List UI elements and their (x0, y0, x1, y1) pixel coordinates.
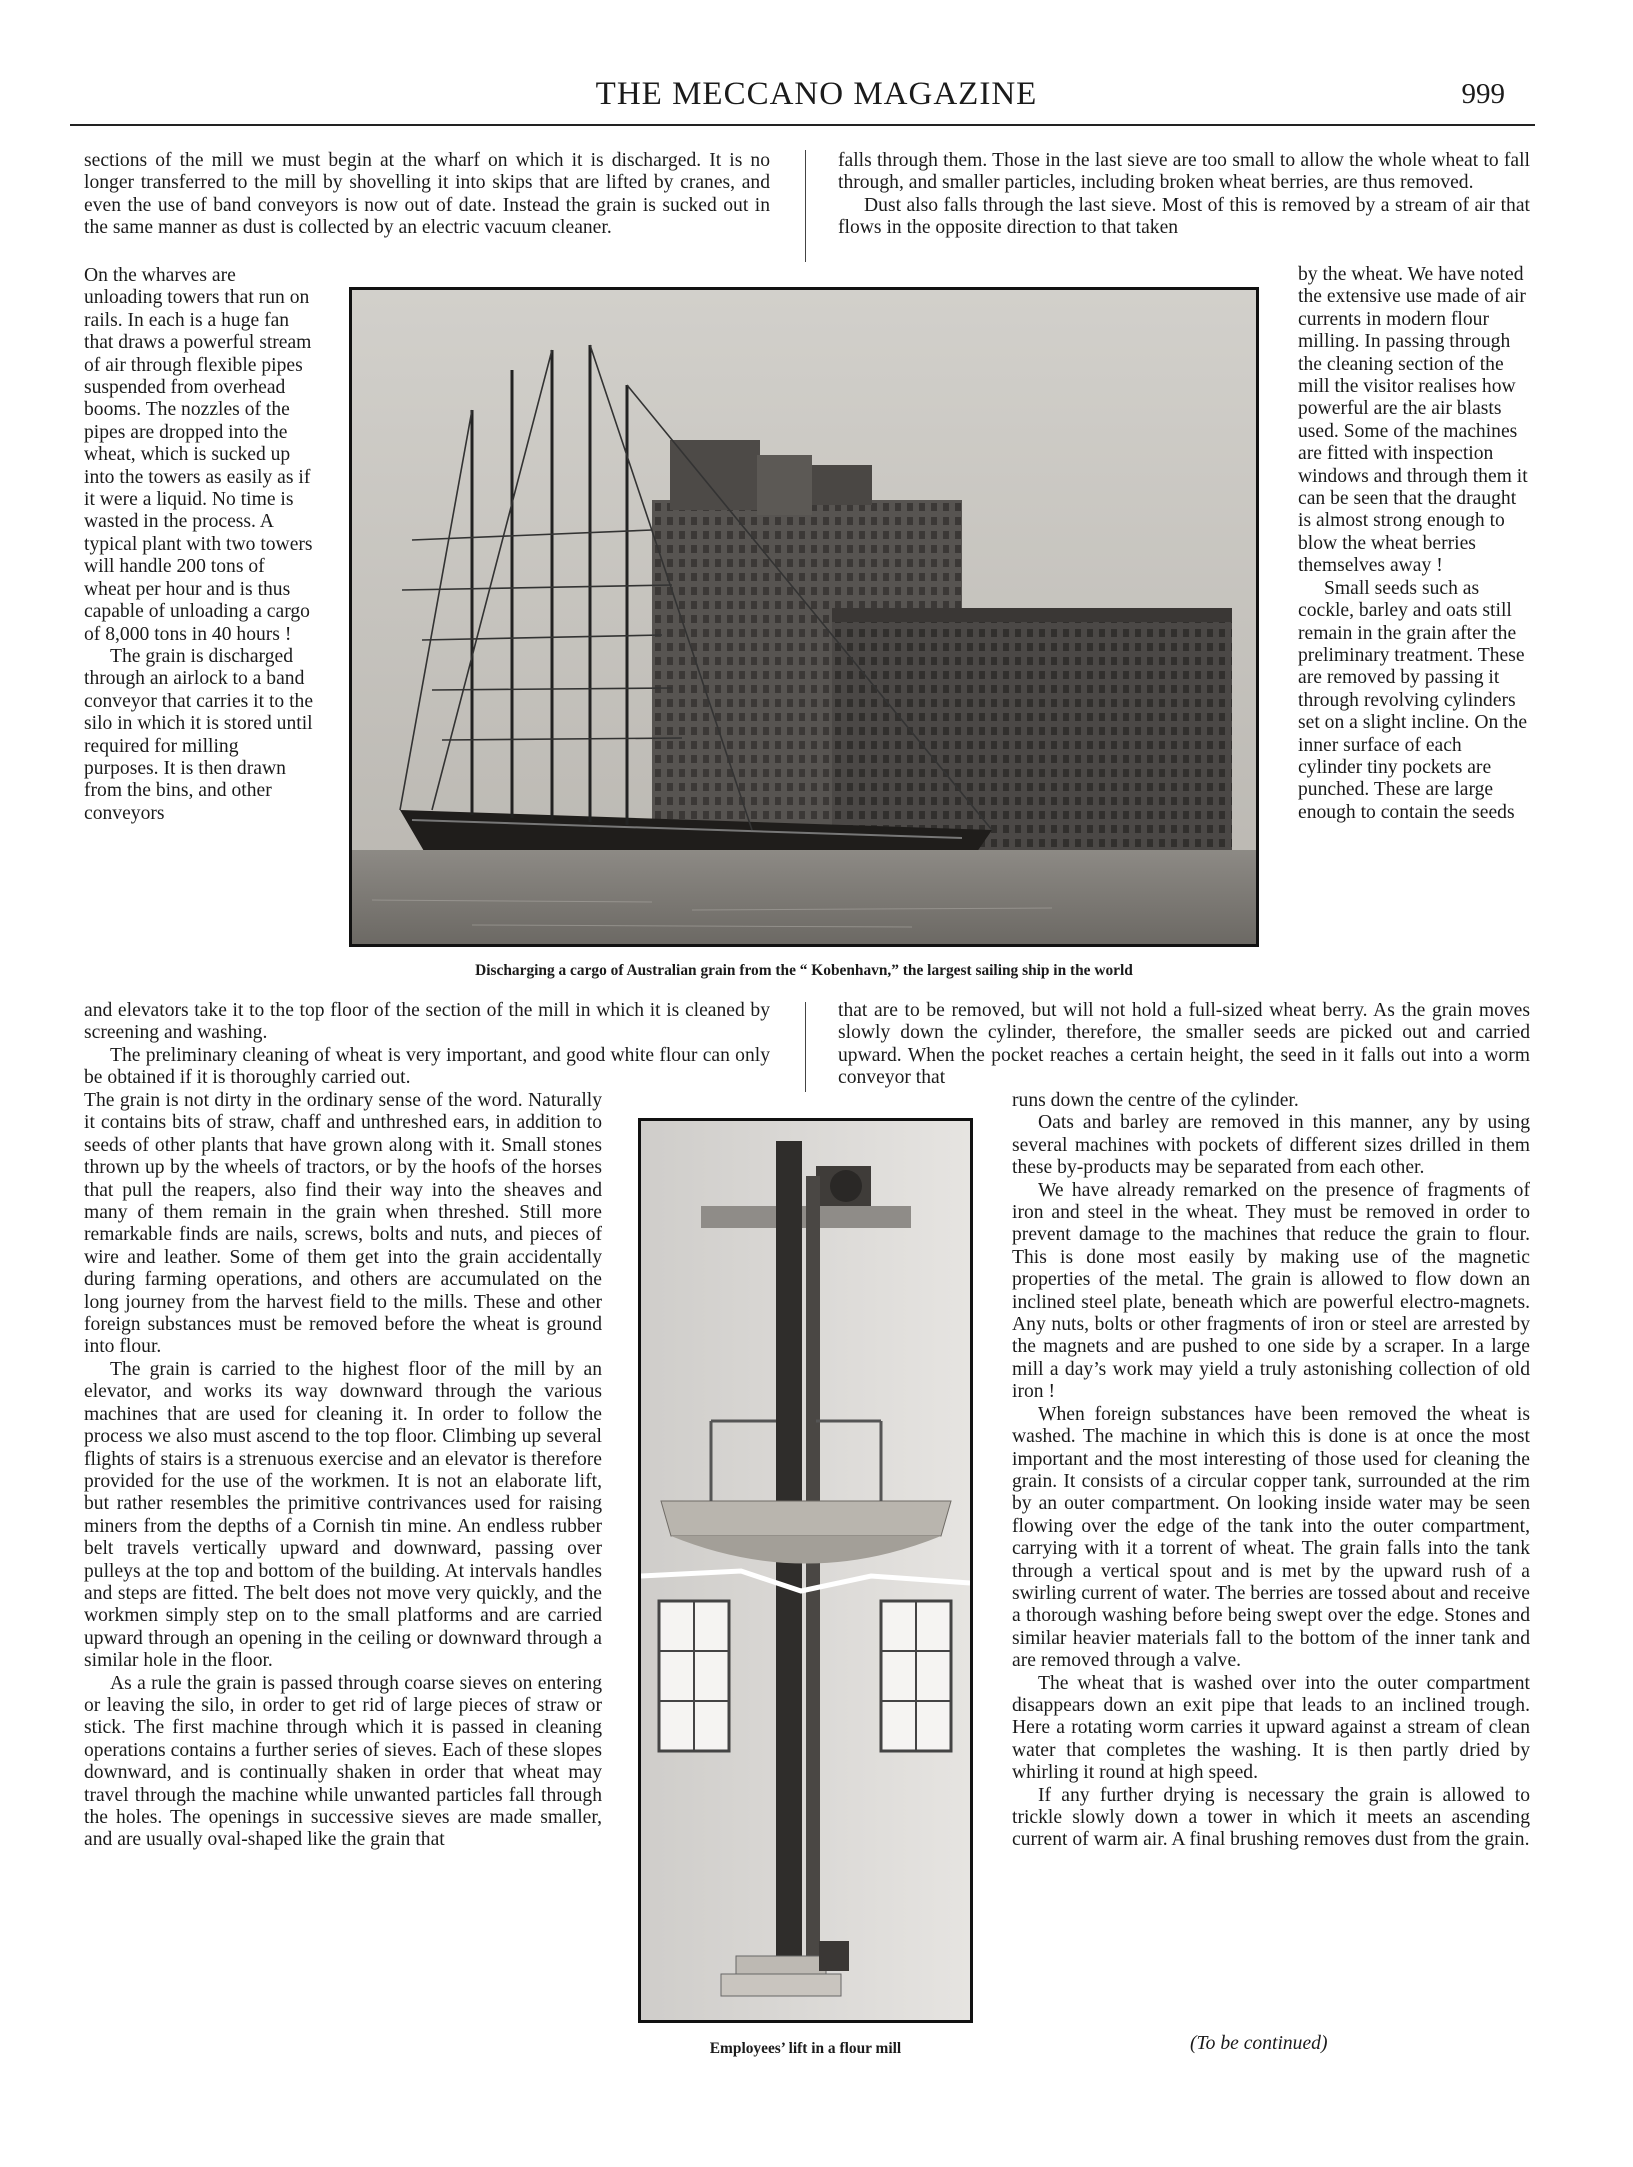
paragraph: runs down the centre of the cylinder. (1012, 1090, 1299, 1111)
to-be-continued: (To be continued) (1190, 2033, 1328, 2054)
paragraph: falls through them. Those in the last sieve are too small to allow the whole wheat to fall through, and smaller particles, including broken wheat berries, are thus removed. (838, 150, 1530, 194)
lift-illustration (638, 1118, 973, 2023)
paragraph: and elevators take it to the top floor of the section of the mill in which it is cleaned by screening and washing. (84, 1000, 770, 1044)
paragraph: We have already remarked on the presence of fragments of iron and steel in the wheat. They must be removed in order to prevent damage to the machines that reduce the grain to flour. This is done most easily by making use of the magnetic properties of the metal. The grain is allowed to flow down an inclined steel plate, beneath which are powerful electro-magnets. Any nuts, bolts or other fragments of iron or steel are arrested by the magnets and are pushed to one side by a scraper. In a large mill a day’s work may yield a truly astonishing collection of old iron ! (1012, 1179, 1530, 1403)
column-2-lower-text (1012, 1090, 1530, 2090)
paragraph: Small seeds such as cockle, barley and oats still remain in the grain after the preliminary treatment. These are removed by passing it through revolving cylinders set on a slight incline. On the inner surface of each cylinder tiny pockets are punched. These are large enough to contain the seeds (1298, 577, 1528, 823)
column-divider-top (805, 150, 806, 262)
paragraph: The wheat that is washed over into the outer compartment disappears down an exit pipe that leads to an inclined trough. Here a rotating worm carries it upward against a stream of clean water that completes the washing. It is then partly dried by whirling it round at high speed. (1012, 1672, 1530, 1784)
column-divider-middle (805, 1002, 806, 1092)
paragraph: If any further drying is necessary the grain is allowed to trickle slowly down a tower in which it meets an ascending current of warm air. A final brushing removes dust from the grain. (1012, 1784, 1530, 1851)
header-rule (70, 124, 1535, 126)
paragraph: On the wharves are unloading towers that run on rails. In each is a huge fan that draws a powerful stream of air through flexible pipes suspended from overhead booms. The nozzles of the pipes are dropped into the wheat, which is sucked up into the towers as easily as if it were a liquid. No time is wasted in the process. A typical plant with two towers will handle 200 tons of wheat per hour and is thus capable of unloading a cargo of 8,000 tons in 40 hours ! (84, 265, 313, 645)
column-2-top-text (838, 150, 1530, 264)
column-1-top-text (84, 150, 770, 264)
paragraph: The preliminary cleaning of wheat is very important, and good white flour can only be obtained if it is thoroughly carried out. (84, 1044, 770, 1089)
column-1-narrow-text (84, 265, 315, 1000)
ship-photo-caption: Discharging a cargo of Australian grain from the “ Kobenhavn,” the largest sailing ship in the world (475, 962, 1133, 979)
lift-illustration-caption: Employees’ lift in a flour mill (709, 2040, 902, 2057)
paragraph: When foreign substances have been removed the wheat is washed. The machine in which this is done is at once the most important and the most interesting of those used for cleaning the grain. It consists of a circular copper tank, surrounded at the rim by an outer compartment. On looking inside water may be seen flowing over the edge of the tank into the outer compartment, carrying with it a torrent of wheat. The grain falls into the tank through a vertical spout and is met by the upward rush of a swirling current of water. The berries are tossed about and receive a thorough washing before being swept over the edge. Stones and similar heavier materials fall to the bottom of the inner tank and are removed through a valve. (1012, 1403, 1530, 1672)
paragraph: sections of the mill we must begin at the wharf on which it is discharged. It is no longer transferred to the mill by shovelling it into skips that are lifted by cranes, and even the use of band conveyors is now out of date. Instead the grain is sucked out in the same manner as dust is collected by an electric vacuum cleaner. (84, 150, 770, 239)
paragraph: The grain is discharged through an airlock to a band conveyor that carries it to the silo in which it is stored until required for milling purposes. It is then drawn from the bins, and other conveyors (84, 645, 314, 824)
column-2-middle-text (838, 1000, 1530, 1090)
column-2-narrow-text (1298, 264, 1530, 1000)
paragraph: Oats and barley are removed in this manner, any by using several machines with pockets of different sizes drilled in them these by-products may be separated from each other. (1012, 1112, 1530, 1179)
column-1-middle-text (84, 1000, 770, 1090)
paragraph: by the wheat. We have noted the extensive use made of air currents in modern flour milling. In passing through the cleaning section of the mill the visitor realises how powerful are the air blasts used. Some of the machines are fitted with inspection windows and through them it can be seen that the draught is almost strong enough to blow the wheat berries themselves away ! (1298, 264, 1528, 577)
lift-illustration-drawing (641, 1121, 970, 2020)
column-1-lower-text (84, 1090, 602, 2122)
paragraph: Dust also falls through the last sieve. Most of this is removed by a stream of air that flows in the opposite direction to that taken (838, 194, 1530, 239)
paragraph: As a rule the grain is passed through coarse sieves on entering or leaving the silo, in order to get rid of large pieces of straw or stick. The first machine through which it is passed in cleaning operations contains a further series of sieves. Each of these slopes downward, and is continually shaken in order that wheat may travel through the machine while unwanted particles fall through the holes. The openings in successive sieves are made smaller, and are usually oval-shaped like the grain that (84, 1672, 602, 1851)
paragraph: The grain is carried to the highest floor of the mill by an elevator, and works its way downward through the various machines that are used for cleaning it. In order to follow the process we also must ascend to the top floor. Climbing up several flights of stairs is a strenuous exercise and an elevator is therefore provided for the use of the workmen. It is not an elaborate lift, but rather resembles the primitive contrivances used for raising miners from the depths of a Cornish tin mine. An endless rubber belt travels vertically upward and downward, passing over pulleys at the top and bottom of the building. At intervals handles and steps are fitted. The belt does not move very quickly, and the workmen simply step on to the small platforms and are carried upward through an opening in the ceiling or downward through a similar hole in the floor. (84, 1358, 602, 1672)
paragraph: that are to be removed, but will not hold a full-sized wheat berry. As the grain moves slowly down the cylinder, therefore, the smaller seeds are picked out and carried upward. When the pocket reaches a certain height, the seed in it falls out into a worm conveyor that (838, 1000, 1530, 1089)
ship-photo (349, 287, 1259, 947)
paragraph: The grain is not dirty in the ordinary sense of the word. Naturally it contains bits of straw, chaff and unthreshed ears, in addition to seeds of other plants that have grown along with it. Small stones thrown up by the wheels of tractors, or by the hoofs of the horses that pull the reapers, also find their way into the sheaves and many of them remain in the grain when threshed. Still more remarkable finds are nails, screws, bolts and nuts, and pieces of wire and leather. Some of them get into the grain accidentally during farming operations, and others are accumulated on the long journey from the harvest field to the mills. These and other foreign substances must be removed before the wheat is ground into flour. (84, 1090, 602, 1358)
page-number: 999 (1461, 78, 1505, 110)
page-title: THE MECCANO MAGAZINE (595, 76, 1038, 112)
ship-photo-illustration (352, 290, 1256, 944)
